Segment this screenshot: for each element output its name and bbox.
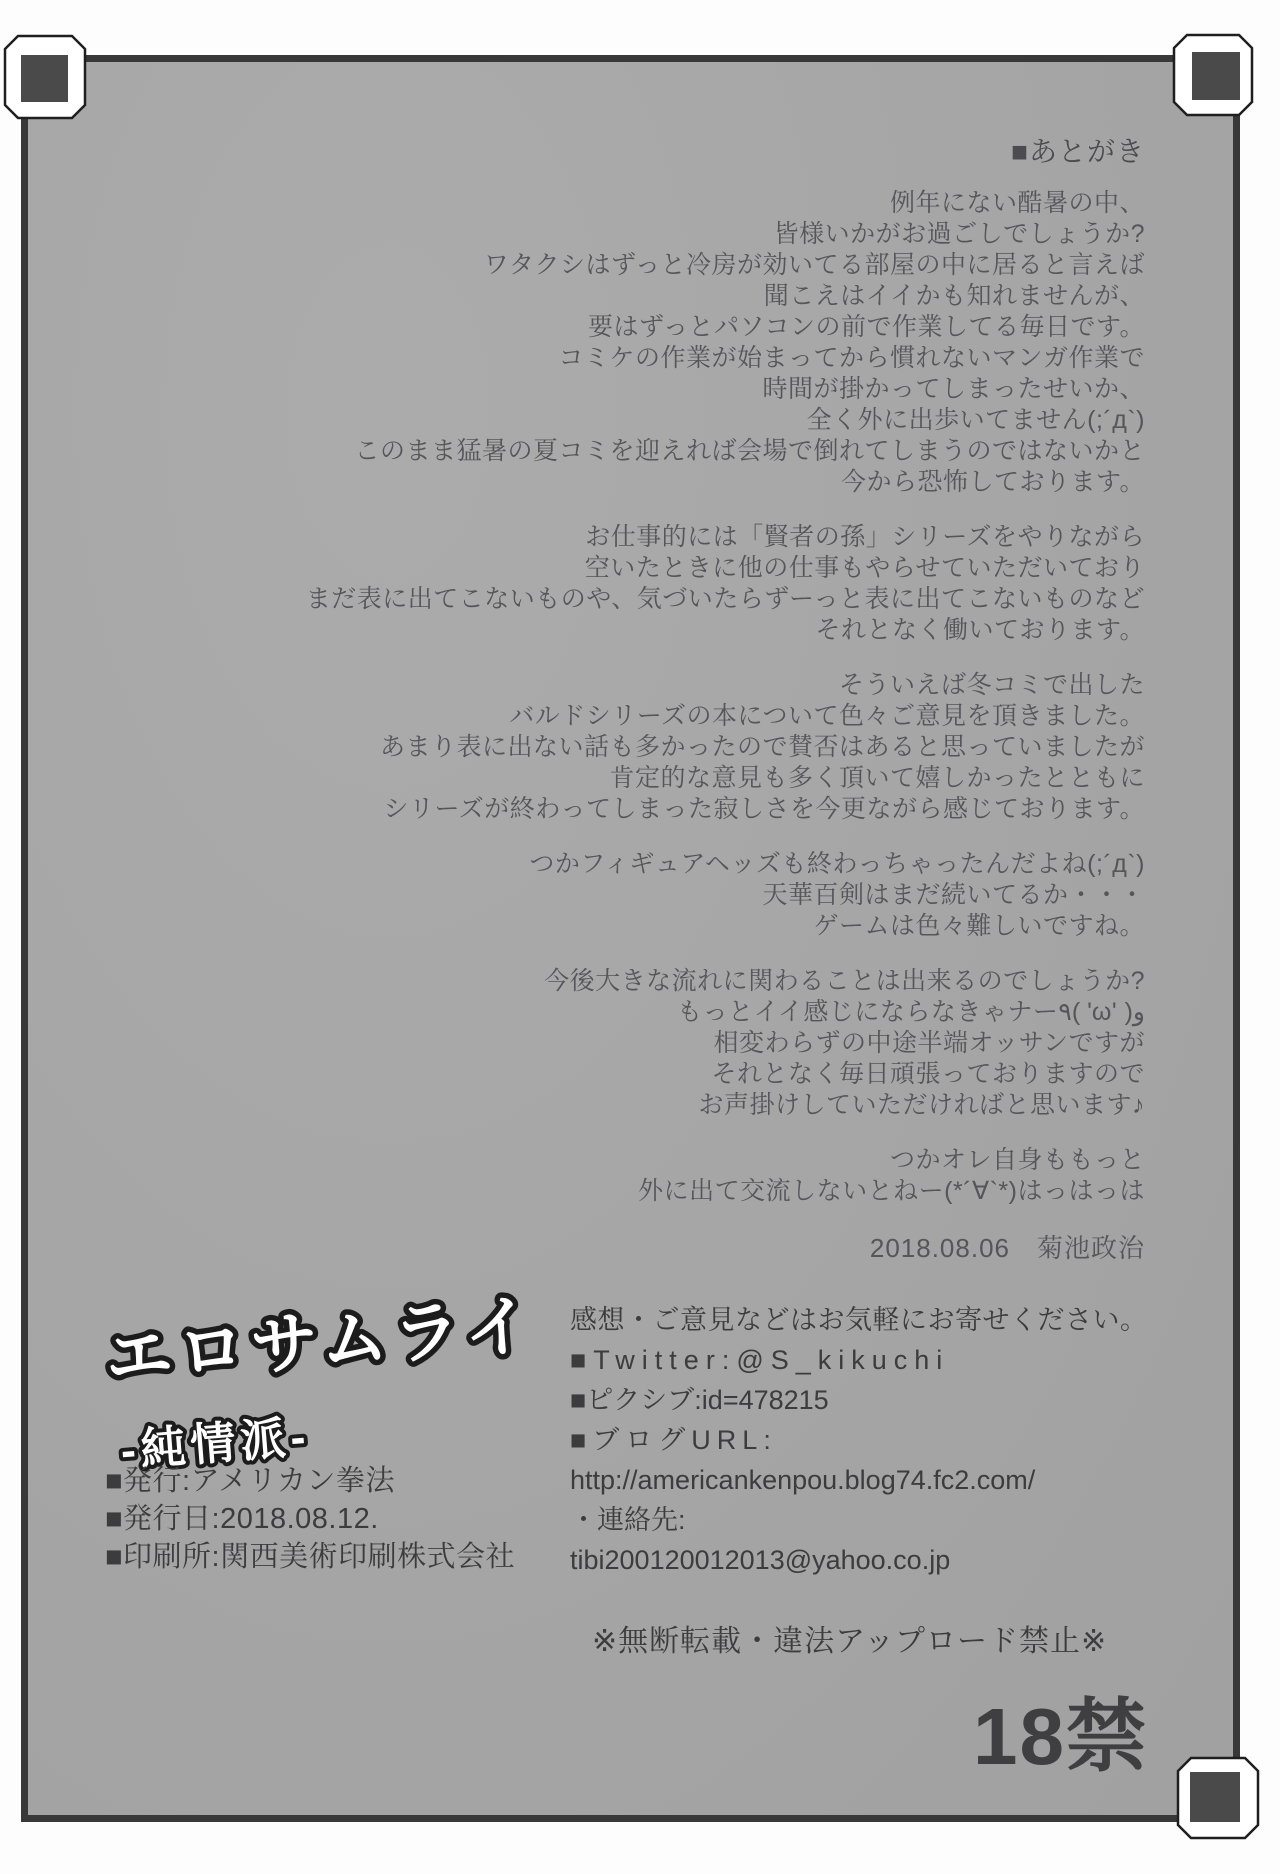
contact-heading: 感想・ご意見などはお気軽にお寄せください。 — [570, 1305, 1148, 1335]
publication-line: ■発行日:2018.08.12. — [105, 1503, 379, 1535]
afterword-paragraph — [306, 188, 1145, 498]
afterword-line: シリーズが終わってしまった寂しさを今更ながら感じております。 — [383, 795, 1145, 823]
afterword-line: 全く外に出歩いてません(;´д`) — [806, 406, 1145, 434]
afterword-line: あまり表に出ない話も多かったので賛否はあると思っていましたが — [379, 733, 1145, 761]
afterword-line: まだ表に出てこないものや、気づいたらずーっと表に出てこないものなど — [305, 585, 1145, 613]
logo-title: エロサムライ — [102, 1287, 540, 1397]
contact-section — [570, 1300, 1148, 1580]
afterword-line: それとなく働いております。 — [815, 616, 1145, 644]
afterword-line: それとなく毎日頑張っておりますので — [711, 1060, 1145, 1088]
age-rating-badge: 18禁 — [973, 1692, 1148, 1781]
publication-info — [105, 1462, 515, 1576]
afterword-line: 今から恐怖しております。 — [840, 468, 1145, 496]
afterword-line: もっとイイ感じにならなきゃナー٩( 'ω' )و — [677, 998, 1145, 1026]
afterword-line: 聞こえはイイかも知れませんが、 — [763, 282, 1145, 310]
afterword-paragraph — [306, 670, 1145, 825]
contact-line: ■ブログURL: — [570, 1425, 777, 1455]
corner-mark-top-left — [3, 34, 89, 122]
contact-line: ・連絡先: — [570, 1505, 686, 1535]
contact-line: tibi200120012013@yahoo.co.jp — [570, 1545, 951, 1575]
afterword-line: そういえば冬コミで出した — [838, 671, 1145, 699]
afterword-line: 時間が掛かってしまったせいか、 — [762, 375, 1145, 403]
afterword-line: ゲームは色々難しいですね。 — [813, 912, 1145, 940]
afterword-paragraphs — [306, 188, 1145, 1207]
publication-line: ■印刷所:関西美術印刷株式会社 — [105, 1541, 516, 1573]
afterword-line: つかフィギュアヘッズも終わっちゃったんだよね(;´д`) — [529, 850, 1145, 878]
afterword-line: つかオレ自身ももっと — [889, 1146, 1145, 1174]
afterword-line: バルドシリーズの本について色々ご意見を頂きました。 — [509, 702, 1145, 730]
afterword-line: 天華百剣はまだ続いてるか・・・ — [762, 881, 1145, 909]
contact-list — [570, 1340, 1148, 1580]
reprint-prohibition-notice: ※無断転載・違法アップロード禁止※ — [592, 1625, 1108, 1658]
logo-subtitle: -純情派- — [118, 1410, 313, 1477]
afterword-paragraph — [306, 966, 1145, 1121]
afterword-line: 外に出て交流しないとねー(*´∀`*)はっはっは — [638, 1177, 1145, 1205]
afterword-line: コミケの作業が始まってから慣れないマンガ作業で — [558, 344, 1145, 372]
afterword-line: 今後大きな流れに関わることは出来るのでしょうか? — [544, 967, 1145, 995]
corner-mark-bottom-right — [1176, 1756, 1262, 1840]
afterword-line: お声掛けしていただければと思います♪ — [698, 1091, 1145, 1119]
afterword-line: ワタクシはずっと冷房が効いてる部屋の中に居ると言えば — [483, 251, 1145, 279]
contact-line: ■ピクシブ:id=478215 — [570, 1385, 829, 1415]
publication-line: ■発行:アメリカン拳法 — [105, 1465, 396, 1497]
afterword-paragraph — [306, 849, 1145, 942]
contact-line: http://americankenpou.blog74.fc2.com/ — [570, 1465, 1036, 1495]
afterword-line: 要はずっとパソコンの前で作業してる毎日です。 — [587, 313, 1145, 341]
afterword-heading: ■あとがき — [1011, 136, 1145, 167]
afterword-line: 空いたときに他の仕事もやらせていただいており — [584, 554, 1145, 582]
afterword-section — [306, 138, 1145, 1264]
afterword-paragraph — [306, 522, 1145, 646]
afterword-line: このまま猛暑の夏コミを迎えれば会場で倒れてしまうのではないかと — [354, 437, 1145, 465]
afterword-line: 肯定的な意見も多く頂いて嬉しかったとともに — [609, 764, 1145, 792]
corner-mark-top-right — [1172, 33, 1256, 117]
contact-line: ■Twitter:@S_kikuchi — [570, 1345, 950, 1375]
afterword-paragraph — [306, 1145, 1145, 1207]
afterword-line: 相変わらずの中途半端オッサンですが — [713, 1029, 1145, 1057]
afterword-line: 皆様いかがお過ごしでしょうか? — [773, 220, 1145, 248]
date-signature: 2018.08.06 菊池政治 — [869, 1233, 1145, 1263]
afterword-line: お仕事的には「賢者の孫」シリーズをやりながら — [585, 523, 1145, 551]
afterword-line: 例年にない酷暑の中、 — [889, 189, 1145, 217]
